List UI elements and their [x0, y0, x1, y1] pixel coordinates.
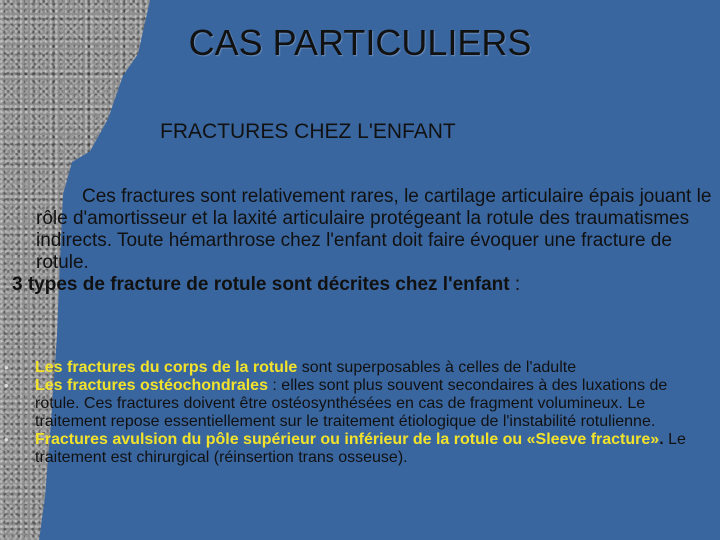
slide-title-text: CAS PARTICULIERS	[188, 22, 532, 63]
bullet-marker: •	[4, 378, 9, 393]
bullet-marker: •	[4, 360, 9, 375]
intro-paragraph: Ces fractures sont relativement rares, le cartilage articulaire épais jouant le rôle d'amortisseur et la laxité articulaire protégeant la rotule des traumatismes indirects. Toute hémarthrose chez l'enfant doit faire évoquer une fracture de rotule.	[36, 186, 712, 273]
types-heading	[12, 274, 712, 296]
bullet-marker: •	[4, 432, 9, 447]
list-item	[4, 377, 716, 431]
bullet-highlight-end: .	[659, 431, 664, 448]
bullet-text: Le traitement est chirurgical (réinsertion trans osseuse).	[35, 431, 686, 466]
bullet-highlight: Les fractures ostéochondrales	[35, 377, 268, 394]
slide-title	[0, 22, 720, 64]
bullet-highlight: Fractures avulsion du pôle supérieur ou inférieur de la rotule ou «Sleeve fracture»	[35, 431, 660, 448]
bullet-highlight: Les fractures du corps de la rotule	[35, 359, 298, 376]
intro-block	[12, 186, 712, 296]
types-heading-colon: :	[509, 274, 521, 295]
list-item	[4, 359, 716, 377]
bullet-text: : elles sont plus souvent secondaires à des luxations de rotule. Ces fractures doivent être ostéosynthésées en cas de fragment volumineux. Le traitement repose essentiellement sur le traitement étiologique de l'instabilité rotulienne.	[35, 377, 668, 430]
list-item	[4, 431, 716, 467]
bullet-text: sont superposables à celles de l'adulte	[297, 359, 577, 376]
fracture-types-list	[4, 359, 716, 467]
types-heading-text: 3 types de fracture de rotule sont décrites chez l'enfant	[12, 274, 510, 295]
slide-subtitle: FRACTURES CHEZ L'ENFANT	[160, 120, 456, 143]
